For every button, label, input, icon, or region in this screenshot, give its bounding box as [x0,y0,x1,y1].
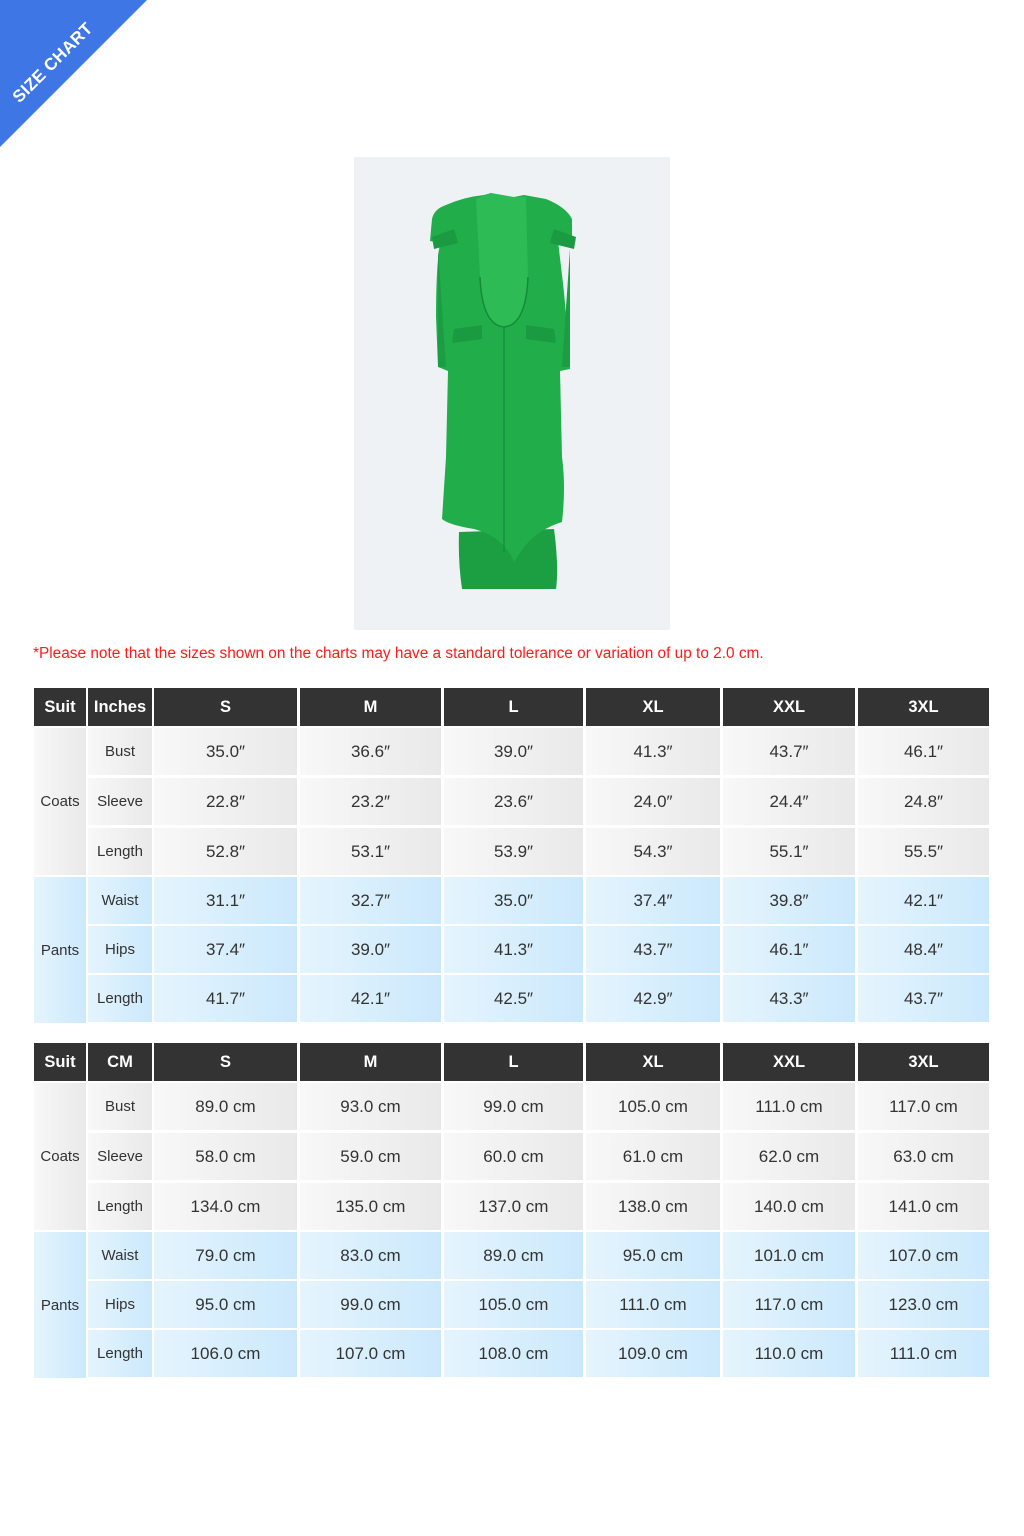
value-cell: 95.0 cm [154,1281,297,1328]
value-cell: 24.8″ [858,778,989,825]
value-cell: 55.1″ [723,828,855,875]
value-cell: 134.0 cm [154,1183,297,1230]
value-cell: 32.7″ [300,877,441,924]
value-cell: 99.0 cm [444,1083,583,1130]
value-cell: 111.0 cm [586,1281,720,1328]
measure-label: Hips [88,926,152,973]
value-cell: 117.0 cm [723,1281,855,1328]
value-cell: 89.0 cm [154,1083,297,1130]
measure-label: Bust [88,1083,152,1130]
size-chart-corner-badge [0,0,147,147]
header-size-l: L [444,1043,583,1081]
measure-label: Sleeve [88,778,152,825]
value-cell: 59.0 cm [300,1133,441,1180]
value-cell: 54.3″ [586,828,720,875]
value-cell: 46.1″ [723,926,855,973]
header-size-3xl: 3XL [858,1043,989,1081]
value-cell: 106.0 cm [154,1330,297,1377]
header-suit: Suit [34,688,86,726]
value-cell: 63.0 cm [858,1133,989,1180]
value-cell: 31.1″ [154,877,297,924]
value-cell: 24.0″ [586,778,720,825]
value-cell: 95.0 cm [586,1232,720,1279]
value-cell: 39.8″ [723,877,855,924]
value-cell: 55.5″ [858,828,989,875]
value-cell: 42.1″ [300,975,441,1022]
value-cell: 60.0 cm [444,1133,583,1180]
measure-label: Sleeve [88,1133,152,1180]
value-cell: 35.0″ [444,877,583,924]
header-unit: CM [88,1043,152,1081]
header-size-xxl: XXL [723,688,855,726]
measure-label: Bust [88,728,152,775]
header-size-xl: XL [586,1043,720,1081]
value-cell: 140.0 cm [723,1183,855,1230]
value-cell: 43.7″ [586,926,720,973]
value-cell: 109.0 cm [586,1330,720,1377]
header-size-m: M [300,688,441,726]
value-cell: 43.3″ [723,975,855,1022]
value-cell: 42.1″ [858,877,989,924]
value-cell: 41.7″ [154,975,297,1022]
value-cell: 93.0 cm [300,1083,441,1130]
value-cell: 99.0 cm [300,1281,441,1328]
header-size-xxl: XXL [723,1043,855,1081]
header-size-l: L [444,688,583,726]
value-cell: 105.0 cm [586,1083,720,1130]
value-cell: 42.9″ [586,975,720,1022]
value-cell: 111.0 cm [858,1330,989,1377]
value-cell: 53.1″ [300,828,441,875]
group-label-coats: Coats [34,1083,86,1230]
value-cell: 101.0 cm [723,1232,855,1279]
group-label-coats: Coats [34,728,86,875]
measure-label: Length [88,1330,152,1377]
value-cell: 137.0 cm [444,1183,583,1230]
header-unit: Inches [88,688,152,726]
value-cell: 37.4″ [154,926,297,973]
value-cell: 107.0 cm [858,1232,989,1279]
measure-label: Hips [88,1281,152,1328]
value-cell: 105.0 cm [444,1281,583,1328]
value-cell: 41.3″ [444,926,583,973]
size-chart-badge-label: SIZE CHART [8,18,97,107]
measure-label: Length [88,1183,152,1230]
value-cell: 89.0 cm [444,1232,583,1279]
value-cell: 41.3″ [586,728,720,775]
value-cell: 39.0″ [444,728,583,775]
value-cell: 141.0 cm [858,1183,989,1230]
value-cell: 123.0 cm [858,1281,989,1328]
value-cell: 23.6″ [444,778,583,825]
value-cell: 61.0 cm [586,1133,720,1180]
measure-label: Length [88,828,152,875]
value-cell: 43.7″ [723,728,855,775]
green-coat-suit-illustration [354,157,670,630]
group-label-pants: Pants [34,1232,86,1378]
value-cell: 58.0 cm [154,1133,297,1180]
value-cell: 107.0 cm [300,1330,441,1377]
group-label-pants: Pants [34,877,86,1023]
value-cell: 37.4″ [586,877,720,924]
value-cell: 24.4″ [723,778,855,825]
tolerance-note: *Please note that the sizes shown on the charts may have a standard tolerance or variation of up to 2.0 cm. [33,645,764,662]
measure-label: Waist [88,877,152,924]
value-cell: 83.0 cm [300,1232,441,1279]
header-suit: Suit [34,1043,86,1081]
measure-label: Length [88,975,152,1022]
value-cell: 23.2″ [300,778,441,825]
value-cell: 53.9″ [444,828,583,875]
header-size-m: M [300,1043,441,1081]
value-cell: 35.0″ [154,728,297,775]
header-size-3xl: 3XL [858,688,989,726]
value-cell: 22.8″ [154,778,297,825]
product-image [354,157,670,630]
value-cell: 46.1″ [858,728,989,775]
value-cell: 43.7″ [858,975,989,1022]
header-size-s: S [154,1043,297,1081]
value-cell: 48.4″ [858,926,989,973]
header-size-s: S [154,688,297,726]
value-cell: 117.0 cm [858,1083,989,1130]
value-cell: 138.0 cm [586,1183,720,1230]
value-cell: 108.0 cm [444,1330,583,1377]
value-cell: 39.0″ [300,926,441,973]
measure-label: Waist [88,1232,152,1279]
value-cell: 135.0 cm [300,1183,441,1230]
value-cell: 52.8″ [154,828,297,875]
value-cell: 79.0 cm [154,1232,297,1279]
header-size-xl: XL [586,688,720,726]
value-cell: 110.0 cm [723,1330,855,1377]
value-cell: 111.0 cm [723,1083,855,1130]
value-cell: 62.0 cm [723,1133,855,1180]
value-cell: 36.6″ [300,728,441,775]
value-cell: 42.5″ [444,975,583,1022]
